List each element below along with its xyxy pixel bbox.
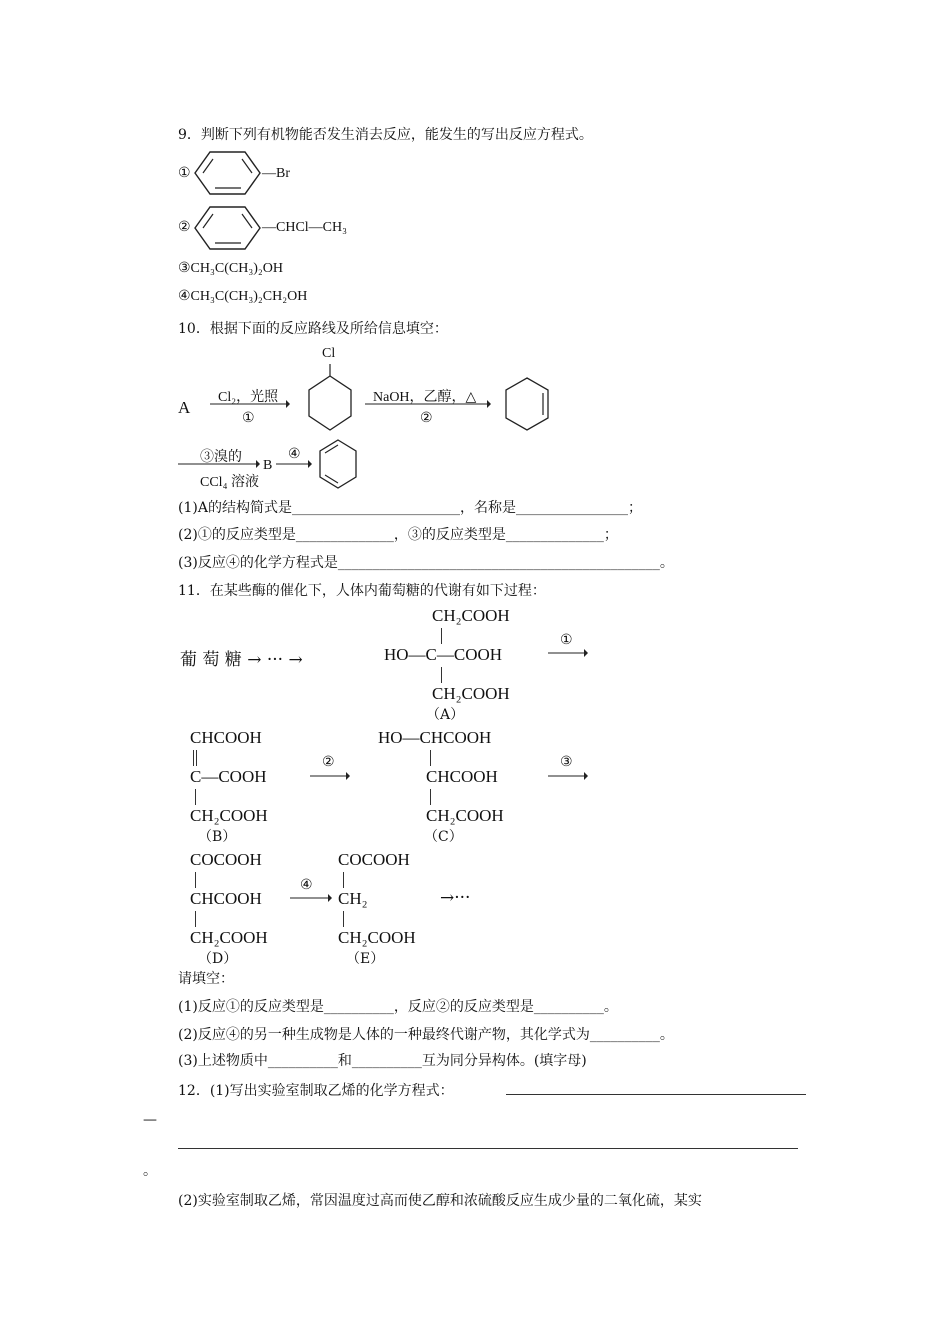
q11-B-bond-bot — [195, 789, 196, 805]
q9-item1-sub: —Br — [262, 166, 290, 181]
q11-A-bond-bot — [441, 667, 442, 683]
q11-E-bond-top — [343, 872, 344, 888]
arrow-icon — [276, 459, 312, 469]
q11-fill-prompt: 请填空： — [178, 971, 234, 987]
q11-E-mid: CH₂ — [338, 889, 368, 908]
q11-r3: ③ — [560, 754, 573, 770]
q11-E-bot: CH₂COOH — [338, 928, 416, 947]
arrow-icon — [178, 459, 260, 469]
q11-C-bond-bot — [430, 789, 431, 805]
q10-compound-B: B — [263, 458, 273, 473]
q11-E-label: （E） — [346, 951, 385, 967]
q11-D-mid: CHCOOH — [190, 889, 262, 908]
cyclohexene-icon — [503, 376, 551, 432]
q11-part3: (3)上述物质中__________和__________互为同分异构体。(填字母) — [178, 1053, 587, 1069]
q11-D-label: （D） — [198, 951, 238, 967]
arrow-icon — [548, 648, 588, 658]
cyclohexadiene-icon — [318, 438, 358, 490]
q11-A-mid: HO—C—COOH — [384, 645, 503, 664]
q11-part1: (1)反应①的反应类型是__________，反应②的反应类型是__________。 — [178, 999, 618, 1015]
q10-r1-bottom: ① — [242, 410, 255, 426]
q11-B-mid: C—COOH — [190, 767, 267, 786]
q11-part2: (2)反应④的另一种生成物是人体的一种最终代谢产物，其化学式为__________。 — [178, 1027, 674, 1043]
q10-stem: 10．根据下面的反应路线及所给信息填空： — [178, 321, 448, 337]
arrow-icon — [210, 399, 290, 409]
arrow-icon — [290, 893, 332, 903]
benzene-ring-icon — [195, 205, 261, 251]
q9-item4: ④CH₃C(CH₃)₂CH₂OH — [178, 289, 308, 304]
q12-answer-line-2 — [178, 1148, 798, 1149]
arrow-icon — [365, 399, 491, 409]
q11-glucose: 葡 萄 糖 → ··· → — [180, 650, 303, 670]
q12-part2: (2)实验室制取乙烯，常因温度过高而使乙醇和浓硫酸反应生成少量的二氧化硫，某实 — [178, 1193, 702, 1209]
q11-D-bond-top — [195, 872, 196, 888]
q11-C-mid: CHCOOH — [426, 767, 498, 786]
q11-E-top: COCOOH — [338, 850, 410, 869]
q10-part1: (1)A的结构简式是________________________，名称是________________； — [178, 500, 642, 516]
q11-D-top: COCOOH — [190, 850, 262, 869]
q10-r3-bottom: CCl₄ 溶液 — [200, 475, 259, 490]
q10-r3-top: ③溴的 — [200, 449, 242, 465]
q11-r1: ① — [560, 632, 573, 648]
q10-compound-A: A — [178, 398, 191, 417]
q11-tail: →··· — [440, 888, 471, 908]
q11-B-double-bond-1 — [193, 750, 194, 766]
q11-C-top: HO—CHCOOH — [378, 728, 492, 747]
q9-stem: 9．判断下列有机物能否发生消去反应，能发生的写出反应方程式。 — [178, 127, 593, 143]
q10-cl-label: Cl — [322, 346, 336, 361]
q11-B-bot: CH₂COOH — [190, 806, 268, 825]
q12-part1: 12．(1)写出实验室制取乙烯的化学方程式： — [178, 1083, 454, 1099]
q11-A-bot: CH₂COOH — [432, 684, 510, 703]
q9-item1-mark: ① — [178, 165, 191, 181]
q10-part2: (2)①的反应类型是______________，③的反应类型是______________； — [178, 527, 618, 543]
q11-r4: ④ — [300, 877, 313, 893]
q11-E-bond-bot — [343, 911, 344, 927]
q9-item2-mark: ② — [178, 219, 191, 235]
q9-item2-sub: —CHCl—CH₃ — [262, 220, 348, 235]
q11-C-bond-top — [430, 750, 431, 766]
q10-r4-top: ④ — [288, 446, 301, 462]
q10-r2-top: NaOH，乙醇，△ — [373, 390, 477, 405]
q11-A-top: CH₂COOH — [432, 606, 510, 625]
q11-stem: 11．在某些酶的催化下，人体内葡萄糖的代谢有如下过程： — [178, 583, 546, 599]
q11-B-double-bond-2 — [196, 750, 197, 766]
arrow-icon — [548, 771, 588, 781]
q11-r2: ② — [322, 754, 335, 770]
q12-answer-line-1 — [506, 1094, 806, 1095]
q12-dash: — — [143, 1112, 157, 1128]
chlorocyclohexane-icon — [305, 364, 355, 434]
q11-D-bond-bot — [195, 911, 196, 927]
q11-C-bot: CH₂COOH — [426, 806, 504, 825]
q11-B-label: （B） — [198, 829, 237, 845]
q10-r1-top: Cl₂，光照 — [218, 390, 279, 405]
q9-item3: ③CH₃C(CH₃)₂OH — [178, 261, 283, 276]
q10-part3: (3)反应④的化学方程式是______________________________________________。 — [178, 555, 674, 571]
q10-r2-bottom: ② — [420, 410, 433, 426]
q12-period: 。 — [143, 1163, 157, 1179]
benzene-ring-icon — [195, 150, 261, 196]
q11-D-bot: CH₂COOH — [190, 928, 268, 947]
q11-B-top: CHCOOH — [190, 728, 262, 747]
arrow-icon — [310, 771, 350, 781]
q11-A-label: （A） — [426, 707, 465, 723]
q11-C-label: （C） — [424, 829, 463, 845]
q11-A-bond-top — [441, 628, 442, 644]
